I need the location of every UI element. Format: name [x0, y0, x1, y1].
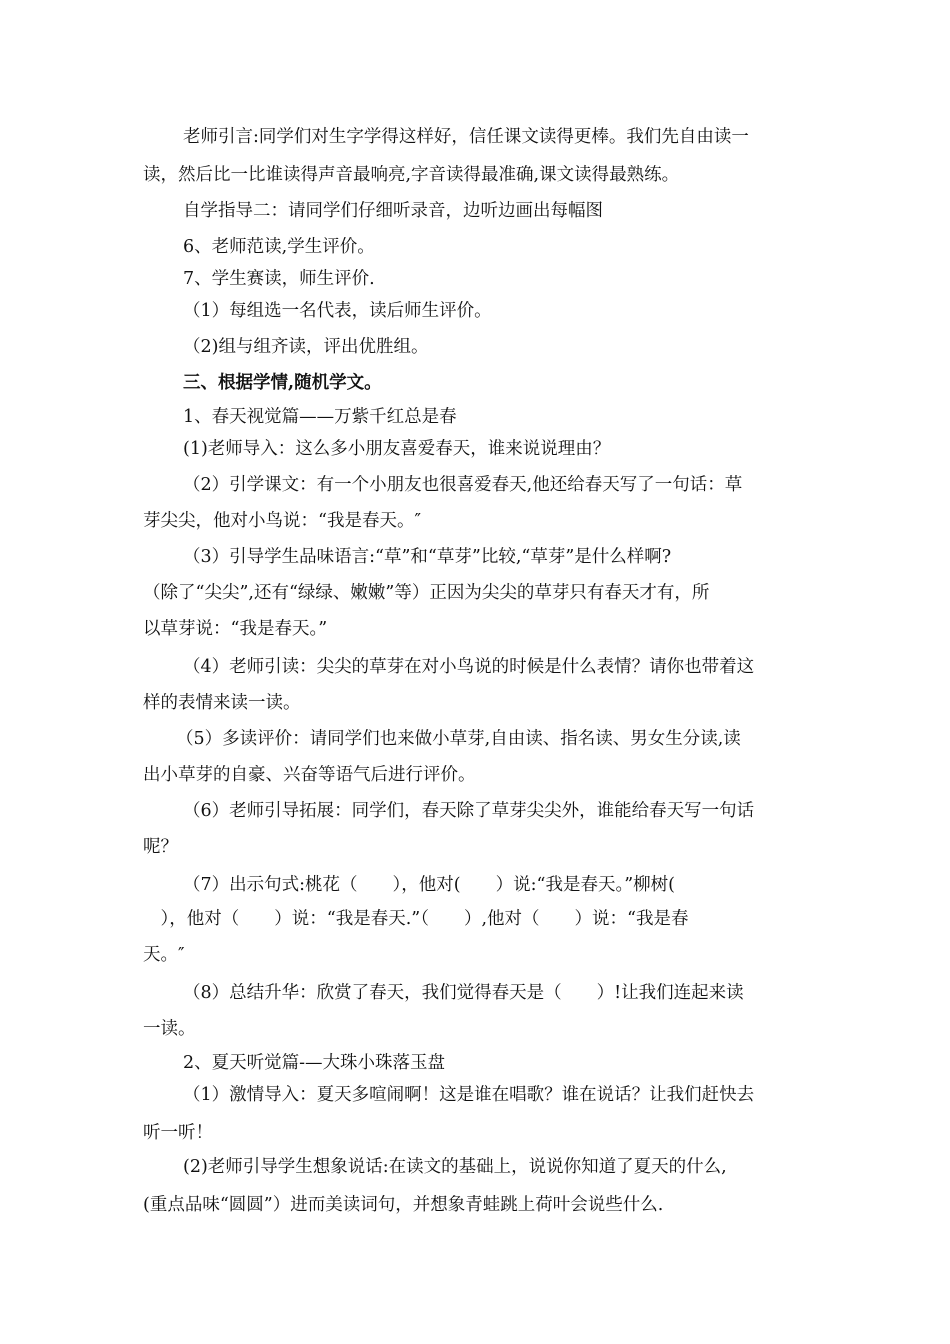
text-line: 6、老师范读,学生评价。 [183, 237, 375, 257]
text-line: （1）每组选一名代表，读后师生评价。 [183, 301, 492, 321]
text-line: 以草芽说：“我是春天。” [143, 619, 328, 639]
text-line: (1)老师导入：这么多小朋友喜爱春天，谁来说说理由？ [183, 439, 611, 459]
text-line: 听一听！ [143, 1123, 213, 1143]
text-line: （2)组与组齐读，评出优胜组。 [183, 337, 429, 357]
text-line: 读，然后比一比谁读得声音最响亮,字音读得最准确,课文读得最熟练。 [143, 165, 680, 185]
text-line: 一读。 [143, 1019, 196, 1039]
text-line: 老师引言:同学们对生字学得这样好，信任课文读得更棒。我们先自由读一 [183, 127, 749, 147]
text-line: （除了“尖尖”,还有“绿绿、嫩嫩”等）正因为尖尖的草芽只有春天才有，所 [143, 583, 710, 603]
text-line: （7）出示句式:桃花（ ），他对( ）说:“我是春天。”柳树( [183, 875, 675, 895]
text-line: （2）引学课文：有一个小朋友也很喜爱春天,他还给春天写了一句话：草 [183, 475, 743, 495]
text-line: 2、夏天听觉篇-—大珠小珠落玉盘 [183, 1053, 446, 1073]
text-line: 7、学生赛读，师生评价. [183, 269, 375, 289]
text-line: 天。″ [143, 945, 185, 965]
text-line: （8）总结升华：欣赏了春天，我们觉得春天是（ ）!让我们连起来读 [183, 983, 744, 1003]
text-line: （3）引导学生品味语言:“草”和“草芽”比较,“草芽”是什么样啊? [183, 547, 672, 567]
text-line: (重点品味“圆圆”）进而美读词句，并想象青蛙跳上荷叶会说些什么. [143, 1195, 664, 1215]
text-line: 样的表情来读一读。 [143, 693, 301, 713]
text-line: (2)老师引导学生想象说话:在读文的基础上，说说你知道了夏天的什么, [183, 1157, 727, 1177]
text-line: （6）老师引导拓展：同学们，春天除了草芽尖尖外，谁能给春天写一句话 [183, 801, 755, 821]
section-heading: 三、根据学情,随机学文。 [183, 373, 382, 393]
text-line: 出小草芽的自豪、兴奋等语气后进行评价。 [143, 765, 476, 785]
text-line: （1）激情导入：夏天多喧闹啊！这是谁在唱歌？谁在说话？让我们赶快去 [183, 1085, 755, 1105]
text-line: 自学指导二：请同学们仔细听录音，边听边画出每幅图 [183, 201, 603, 221]
text-line: （5）多读评价：请同学们也来做小草芽,自由读、指名读、男女生分读,读 [176, 729, 741, 749]
text-line: （4）老师引读：尖尖的草芽在对小鸟说的时候是什么表情？请你也带着这 [183, 657, 755, 677]
text-line: 1、春天视觉篇——万紫千红总是春 [183, 407, 457, 427]
text-line: ），他对（ ）说：“我是春天.”（ ）,他对（ ）说：“我是春 [143, 909, 689, 929]
text-line: 芽尖尖，他对小鸟说：“我是春天。″ [143, 511, 421, 531]
text-line: 呢？ [143, 837, 178, 857]
